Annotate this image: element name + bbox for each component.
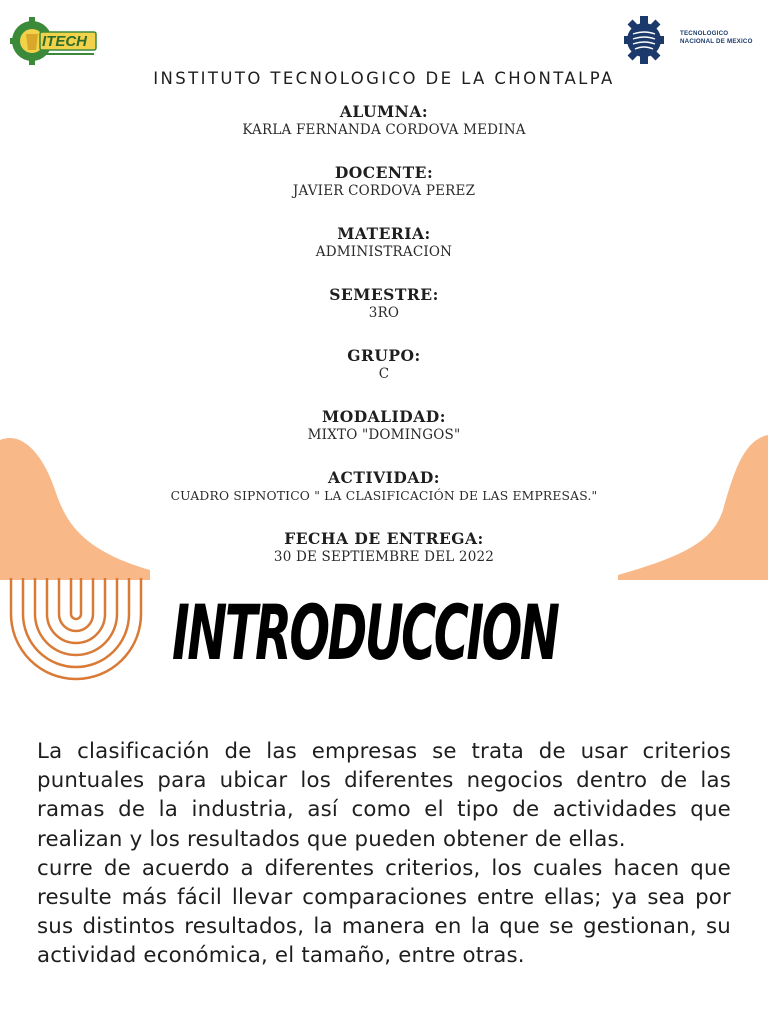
- cover-info: [0, 102, 768, 590]
- info-label: GRUPO:: [347, 346, 421, 365]
- introduction-title: INTRODUCCION: [172, 588, 558, 677]
- info-value: JAVIER CORDOVA PEREZ: [292, 183, 476, 199]
- info-value: 3RO: [368, 305, 400, 321]
- institute-name: INSTITUTO TECNOLOGICO DE LA CHONTALPA: [153, 69, 615, 88]
- info-label: MODALIDAD:: [322, 407, 446, 426]
- decorative-arches: [6, 578, 146, 684]
- info-due-date: [0, 529, 768, 590]
- itech-logo: [10, 14, 98, 68]
- info-semester: [0, 285, 768, 346]
- introduction-paragraph: curre de acuerdo a diferentes criterios, los cuales hacen que resulte más fácil llevar comparaciones entre ellas; ya sea por sus distintos resultados, la manera en la que se gestionan, su actividad económica, el tamaño, entre otras.: [37, 855, 731, 969]
- info-label: ALUMNA:: [339, 102, 429, 121]
- info-label: ACTIVIDAD:: [327, 468, 441, 487]
- info-teacher: [0, 163, 768, 224]
- introduction-paragraph: La clasificación de las empresas se trata de usar criterios puntuales para ubicar los diferentes negocios dentro de las ramas de la industria, así como el tipo de actividades que realizan y los resultados que pueden obtener de ellas.: [37, 739, 731, 852]
- info-value: 30 DE SEPTIEMBRE DEL 2022: [273, 549, 495, 565]
- info-value: CUADRO SIPNOTICO " LA CLASIFICACIÓN DE LAS EMPRESAS.": [170, 489, 598, 503]
- info-value: MIXTO "DOMINGOS": [307, 427, 461, 443]
- info-label: FECHA DE ENTREGA:: [284, 529, 484, 548]
- info-group: [0, 346, 768, 407]
- info-subject: [0, 224, 768, 285]
- svg-text:ITECH: ITECH: [42, 33, 87, 50]
- info-value: ADMINISTRACION: [315, 244, 453, 260]
- info-label: DOCENTE:: [334, 163, 434, 182]
- info-label: MATERIA:: [337, 224, 431, 243]
- info-student: [0, 102, 768, 163]
- info-label: SEMESTRE:: [329, 285, 439, 304]
- info-modality: [0, 407, 768, 468]
- tecnm-logo-text: TECNOLOGICO NACIONAL DE MEXICO: [680, 30, 753, 45]
- info-activity: [0, 468, 768, 529]
- info-value: C: [378, 366, 390, 382]
- info-value: KARLA FERNANDA CORDOVA MEDINA: [242, 122, 526, 138]
- introduction-body: [37, 737, 731, 971]
